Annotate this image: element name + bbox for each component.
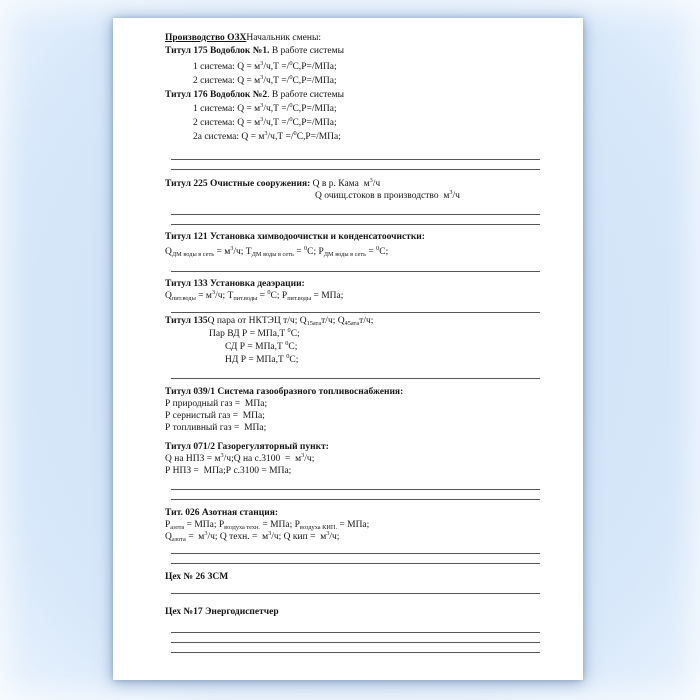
superscript: 3 xyxy=(449,189,453,196)
label-text-bold: Титул 225 Очистные сооружения: xyxy=(165,179,313,189)
label-text: м xyxy=(254,104,261,114)
titul-133-row xyxy=(165,290,540,302)
blank-writing-line xyxy=(171,378,540,379)
titul-135-row1 xyxy=(165,315,540,327)
document-page xyxy=(113,18,583,680)
system-2-row xyxy=(165,75,540,87)
label-text: Т xyxy=(279,329,288,339)
label-text: /ч; xyxy=(223,454,234,464)
label-text: Q в р. Кама xyxy=(312,179,362,189)
label-text: т/ч; Q xyxy=(283,316,307,326)
label-text: 2 система: Q = xyxy=(193,76,255,86)
label-text: Т = xyxy=(277,132,291,142)
label-text: МПа; xyxy=(201,466,226,476)
titul-039-heading xyxy=(165,386,540,398)
label-text: / xyxy=(316,132,319,142)
superscript: 3 xyxy=(220,452,224,459)
system-1-row xyxy=(165,61,540,73)
superscript: 3 xyxy=(301,452,305,459)
subscript: азота xyxy=(170,524,185,531)
blank-writing-line xyxy=(171,563,540,564)
subscript: 45ата xyxy=(344,320,360,327)
label-text-bold: Титул 121 Установка химводоочистки и конденсатоочистки: xyxy=(165,232,425,242)
label-text: /ч; Т xyxy=(215,291,234,301)
superscript: 0 xyxy=(267,289,271,296)
label-text: С, xyxy=(292,104,302,114)
superscript: 0 xyxy=(303,245,308,252)
blank-writing-line xyxy=(171,632,540,633)
label-text-bold: Титул 175 Водоблок №1. xyxy=(165,46,270,56)
label-text: Р= xyxy=(301,62,312,72)
system-2-row xyxy=(165,117,540,129)
superscript: 3 xyxy=(264,130,268,137)
label-text: м xyxy=(254,76,261,86)
label-text: Р xyxy=(165,520,171,530)
label-text: / xyxy=(311,118,315,128)
nitrogen-p-row xyxy=(165,519,540,531)
subscript: ДМ воды в сеть xyxy=(323,251,366,258)
label-text: = xyxy=(214,247,225,257)
titul-225-row1 xyxy=(165,178,540,190)
label-text: МПа; xyxy=(314,104,337,114)
subscript: азота xyxy=(171,536,186,543)
label-text: Начальник смены: xyxy=(246,33,324,43)
grp-q-row xyxy=(165,453,540,465)
label-text: Q очищ.стоков в производство xyxy=(315,191,441,201)
blank-writing-line xyxy=(171,593,540,594)
label-text-bold: Титул 135 xyxy=(165,316,208,326)
label-text: /ч; Q техн. = xyxy=(207,532,260,542)
label-text: / xyxy=(311,62,315,72)
label-text: = xyxy=(257,291,268,301)
label-text: Q на с.3100 = xyxy=(233,454,293,464)
gas-natural-row xyxy=(165,398,540,410)
label-text: МПа, xyxy=(257,329,280,339)
label-text: = xyxy=(293,247,304,257)
gas-sulfur-row xyxy=(165,410,540,422)
label-text: /ч, xyxy=(263,76,274,86)
label-text: = xyxy=(184,520,195,530)
superscript: 3 xyxy=(260,116,264,123)
tit-026-heading xyxy=(165,507,540,519)
label-text: м xyxy=(361,179,370,189)
label-text: С; Р xyxy=(270,291,288,301)
subscript: ДМ воды в сеть xyxy=(171,251,215,258)
form-document xyxy=(165,32,540,653)
label-text-bold: Цех № 26 ЗСМ xyxy=(165,572,231,582)
label-text: Т = xyxy=(273,104,287,114)
label-text: МПа; xyxy=(240,411,265,421)
label-text: Р= xyxy=(305,132,317,142)
label-text: / xyxy=(311,104,315,114)
label-text: Р НПЗ = xyxy=(165,466,202,476)
system-2a-row xyxy=(165,131,540,143)
subscript: 15ата xyxy=(306,320,322,327)
titul-121-heading xyxy=(165,231,540,243)
superscript: 3 xyxy=(260,74,264,81)
label-text: В работе системы xyxy=(269,46,347,56)
label-text: / xyxy=(286,104,290,114)
label-text: м xyxy=(292,454,302,464)
label-text: м xyxy=(259,532,269,542)
label-text: Q xyxy=(165,291,172,301)
subscript: пит.воды xyxy=(287,295,312,302)
blank-writing-line xyxy=(171,224,540,225)
superscript: 3 xyxy=(260,102,264,109)
label-text: Т = xyxy=(273,118,287,128)
label-text-bold: Титул 133 Установка деаэрации: xyxy=(165,279,305,289)
label-text: / xyxy=(290,132,294,142)
titul-175-heading xyxy=(165,45,540,57)
label-text: = xyxy=(337,520,348,530)
label-text: МПа; xyxy=(347,520,370,530)
label-text: С; Р xyxy=(307,247,324,257)
subscript: ДМ воды в сеть xyxy=(251,251,294,258)
label-text: /ч; Q кип = xyxy=(271,532,318,542)
label-text: м xyxy=(214,454,221,464)
label-text: / xyxy=(311,76,315,86)
label-text: м xyxy=(440,191,450,201)
gas-fuel-row xyxy=(165,422,540,434)
label-text: /ч xyxy=(372,179,381,189)
blank-writing-line xyxy=(171,214,540,215)
label-text: т/ч; Q xyxy=(321,316,345,326)
label-text: /ч, xyxy=(267,132,278,142)
blank-writing-line xyxy=(171,169,540,170)
label-text: С; xyxy=(379,247,389,257)
label-text: Q на НПЗ = xyxy=(165,454,215,464)
superscript: 0 xyxy=(289,102,293,109)
label-text: м xyxy=(258,132,265,142)
label-text: /ч; xyxy=(329,532,340,542)
label-text: С; xyxy=(289,355,299,365)
label-text: Т = xyxy=(273,62,287,72)
label-text: МПа; xyxy=(269,466,292,476)
label-text: Р топливный газ = xyxy=(165,423,242,433)
label-text: Т xyxy=(278,355,287,365)
titul-225-row2 xyxy=(165,190,540,202)
superscript: 3 xyxy=(369,177,373,184)
label-text: м xyxy=(205,291,212,301)
label-text: МПа; xyxy=(242,399,268,409)
label-text: = xyxy=(311,291,322,301)
label-text: /ч; Т xyxy=(233,247,252,257)
label-text: 1 система: Q = xyxy=(193,104,255,114)
superscript: 0 xyxy=(286,353,290,360)
label-text-bold: Титул 176 Водоблок №2 xyxy=(165,90,268,100)
label-text: / xyxy=(286,62,290,72)
label-text: / xyxy=(286,118,290,128)
superscript: 3 xyxy=(268,530,272,537)
steam-sd-row xyxy=(165,341,540,353)
blank-writing-line xyxy=(171,271,540,272)
blank-writing-line xyxy=(171,499,540,500)
tseh-26-heading xyxy=(165,571,540,583)
label-text: /ч xyxy=(452,191,460,201)
label-text: = xyxy=(365,247,377,257)
label-text-bold: Титул 039/1 Система газообразного топливоснабжения: xyxy=(165,387,404,397)
superscript: 3 xyxy=(211,289,216,296)
label-text: С, xyxy=(292,62,302,72)
label-text: МПа; xyxy=(321,291,344,301)
grp-p-row xyxy=(165,465,540,477)
label-text: т/ч; xyxy=(359,316,374,326)
superscript: 3 xyxy=(260,60,264,67)
label-text: Q xyxy=(165,247,172,257)
label-text: Р сернистый газ = xyxy=(165,411,241,421)
label-text: МПа; xyxy=(314,62,337,72)
label-text: Р природный газ = xyxy=(165,399,243,409)
label-text: НД Р = xyxy=(225,355,257,365)
label-text: Т = xyxy=(273,76,287,86)
tseh-17-heading xyxy=(165,606,540,618)
label-text: МПа, xyxy=(255,342,278,352)
subscript: пит.воды xyxy=(233,295,258,302)
label-text: Р= xyxy=(301,118,312,128)
superscript: 0 xyxy=(376,245,380,252)
label-text: /ч, xyxy=(263,118,274,128)
superscript: 0 xyxy=(285,340,289,347)
blank-writing-line xyxy=(171,553,540,554)
system-1-row xyxy=(165,103,540,115)
steam-nd-row xyxy=(165,354,540,366)
steam-vd-row xyxy=(165,328,540,340)
label-text: м xyxy=(195,532,205,542)
nitrogen-q-row xyxy=(165,531,540,543)
label-text: м xyxy=(254,62,261,72)
label-text: Пар ВД Р = xyxy=(209,329,258,339)
label-text: МПа; xyxy=(314,76,337,86)
superscript: 0 xyxy=(289,60,293,67)
superscript: 0 xyxy=(293,130,297,137)
label-text: Р= xyxy=(301,76,312,86)
blank-writing-line xyxy=(171,159,540,160)
blank-writing-line xyxy=(171,312,540,313)
header-line xyxy=(165,32,540,44)
label-text: МПа; Р xyxy=(270,520,300,530)
label-text: /ч, xyxy=(263,62,274,72)
label-text: = xyxy=(195,291,206,301)
superscript: 3 xyxy=(326,530,330,537)
superscript: 3 xyxy=(230,245,234,252)
superscript: 0 xyxy=(287,327,291,334)
superscript: 0 xyxy=(289,74,293,81)
label-text: МПа; xyxy=(241,423,267,433)
label-text: Q xyxy=(165,532,172,542)
blank-writing-line xyxy=(171,642,540,643)
label-text: /ч, xyxy=(263,104,274,114)
superscript: 0 xyxy=(289,116,293,123)
label-text: = xyxy=(185,532,196,542)
label-text: 2а система: Q = xyxy=(193,132,259,142)
label-text: /ч; xyxy=(304,454,315,464)
label-text: / xyxy=(286,76,290,86)
label-text: Q пара от НКТЭЦ xyxy=(207,316,284,326)
titul-133-heading xyxy=(165,278,540,290)
label-text-bold: Цех №17 Энергодиспетчер xyxy=(165,607,279,617)
label-text: МПа; xyxy=(314,118,337,128)
subscript: воздуха техн. xyxy=(224,524,260,531)
label-text: МПа; Р xyxy=(194,520,225,530)
label-text: 1 система: Q = xyxy=(193,62,255,72)
label-text-bold: Титул 071/2 Газорегуляторный пункт: xyxy=(165,442,329,452)
label-text: С; xyxy=(290,329,300,339)
label-text: МПа; xyxy=(318,132,341,142)
label-text: Р= xyxy=(301,104,312,114)
subscript: пит.воды xyxy=(171,295,196,302)
label-text: м xyxy=(224,247,231,257)
blank-writing-line xyxy=(171,489,540,490)
label-text: С, xyxy=(292,118,302,128)
titul-121-row xyxy=(165,246,540,258)
label-text: С; xyxy=(288,342,298,352)
label-text: 2 система: Q = xyxy=(193,118,255,128)
superscript: 3 xyxy=(204,530,208,537)
label-text: МПа, xyxy=(256,355,279,365)
label-text: Р с.3100 = xyxy=(225,466,270,476)
label-text-bold: Тит. 026 Азотная станция: xyxy=(165,508,279,518)
label-text: м xyxy=(254,118,261,128)
label-text: СД Р = xyxy=(225,342,256,352)
titul-176-heading xyxy=(165,89,540,101)
label-text: Т xyxy=(277,342,286,352)
label-text: м xyxy=(317,532,327,542)
blank-writing-line xyxy=(171,652,540,653)
label-text: = xyxy=(259,520,271,530)
label-text: С, xyxy=(296,132,306,142)
subscript: воздуха КИП. xyxy=(299,524,338,531)
label-text: С, xyxy=(292,76,302,86)
label-text: . В работе системы xyxy=(267,90,347,100)
title-bold-underline: Производство ОЗХ xyxy=(165,33,247,43)
